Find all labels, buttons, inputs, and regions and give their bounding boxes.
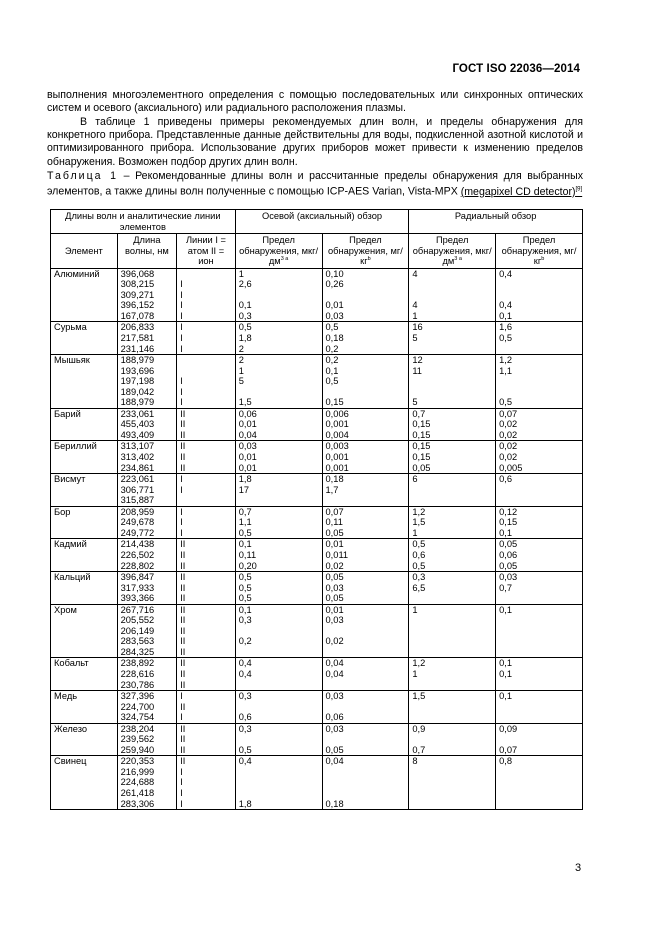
table-row [51,441,583,474]
cell-rs: 0,12 0,15 0,1 [496,506,583,539]
cell-as: 0,03 0,05 [322,723,409,756]
cell-element: Железо [51,723,118,756]
col-lines: Линии I = атом II = ион [177,234,236,269]
cell-rs: 0,4 0,4 0,1 [496,268,583,322]
cell-ln: I I I [177,355,236,409]
cell-element: Бериллий [51,441,118,474]
cell-rs: 0,6 [496,474,583,507]
cell-rs: 0,1 0,1 [496,658,583,691]
cell-ln: II II II [177,658,236,691]
cell-wl: 313,107 313,402 234,861 [117,441,177,474]
cell-rs: 0,07 0,02 0,02 [496,408,583,441]
cell-rw: 0,5 0,6 0,5 [409,539,496,572]
cell-rs: 0,1 [496,691,583,724]
cell-rw: 1,5 [409,691,496,724]
cell-as: 0,18 1,7 [322,474,409,507]
cell-as: 0,03 0,06 [322,691,409,724]
cell-ln: II II II II II [177,604,236,658]
cell-aw: 0,1 0,3 0,2 [235,604,322,658]
cell-rs: 0,05 0,06 0,05 [496,539,583,572]
cell-ln: I I I [177,322,236,355]
cell-rw: 1 [409,604,496,658]
header-radial: Радиальный обзор [409,210,583,234]
cell-wl: 206,833 217,581 231,146 [117,322,177,355]
table-caption-label: Таблица 1 [47,170,119,182]
cell-wl: 214,438 226,502 228,802 [117,539,177,572]
cell-rs: 1,2 1,1 0,5 [496,355,583,409]
cell-aw: 0,5 0,5 0,5 [235,572,322,605]
col-axial-water: Предел обнаружения, мкг/ $дм^{3 a}$ [235,234,322,269]
paragraph-intro: выполнения многоэлементного определения с помощью последовательных или синхронных оптических систем и осевого (аксиального) или радиального расположения плазмы. [47,89,583,115]
document-header: ГОСТ ISO 22036—2014 [452,63,580,75]
table-row [51,691,583,724]
paragraph-table-intro: В таблице 1 приведены примеры рекомендуемых длин волн, и пределы обнаружения для конкретного прибора. Представленные данные действительны для воды, подкисленной азотной кислотой и оптимизированного прибора. Использование других приборов может привести к изменению пределов обнаружения. Возможен подбор других длин волн. [47,116,583,168]
cell-rw: 1,2 1,5 1 [409,506,496,539]
cell-aw: 0,5 1,8 2 [235,322,322,355]
cell-rw: 0,7 0,15 0,15 [409,408,496,441]
cell-as: 0,05 0,03 0,05 [322,572,409,605]
col-wavelength: Длина волны, нм [117,234,177,269]
table-caption-tail: (megapixel CD detector)[9] [460,185,583,198]
cell-ln: I I I I [177,268,236,322]
cell-wl: 188,979 193,696 197,198 189,042 188,979 [117,355,177,409]
cell-rw: 16 5 [409,322,496,355]
col-radial-soil: Предел обнаружения, $мг/кг^b$ [496,234,583,269]
cell-element: Кадмий [51,539,118,572]
cell-ln: II II II [177,441,236,474]
page-number: 3 [575,862,582,874]
cell-aw: 0,03 0,01 0,01 [235,441,322,474]
table-row [51,322,583,355]
cell-rw: 4 4 1 [409,268,496,322]
cell-element: Алюминий [51,268,118,322]
cell-element: Кальций [51,572,118,605]
cell-aw: 0,7 1,1 0,5 [235,506,322,539]
cell-element: Свинец [51,756,118,810]
cell-element: Бор [51,506,118,539]
cell-ln: II II II [177,408,236,441]
cell-aw: 0,1 0,11 0,20 [235,539,322,572]
cell-aw: 0,4 0,4 [235,658,322,691]
cell-rs: 1,6 0,5 [496,322,583,355]
cell-rs: 0,09 0,07 [496,723,583,756]
cell-as: 0,01 0,011 0,02 [322,539,409,572]
cell-aw: 0,06 0,01 0,04 [235,408,322,441]
header-wavelengths: Длины волн и аналитические линии элементов [51,210,236,234]
cell-element: Кобальт [51,658,118,691]
cell-ln: II I I I I [177,756,236,810]
col-element: Элемент [51,234,118,269]
cell-rs: 0,03 0,7 [496,572,583,605]
cell-wl: 396,847 317,933 393,366 [117,572,177,605]
col-radial-water: Предел обнаружения, мкг/ $дм^{3 a}$ [409,234,496,269]
cell-as: 0,04 0,18 [322,756,409,810]
cell-rs: 0,02 0,02 0,005 [496,441,583,474]
cell-ln: I I I [177,506,236,539]
cell-wl: 220,353 216,999 224,688 261,418 283,306 [117,756,177,810]
cell-ln: II II II [177,539,236,572]
table-row [51,506,583,539]
cell-as: 0,006 0,001 0,004 [322,408,409,441]
cell-as: 0,003 0,001 0,001 [322,441,409,474]
cell-wl: 238,204 239,562 259,940 [117,723,177,756]
cell-ln: II II II [177,572,236,605]
cell-as: 0,07 0,11 0,05 [322,506,409,539]
table-caption-text: – Рекомендованные длины волн и рассчитанные пределы обнаружения для выбранных элементов, а также длины волн полученные с помощью ICP-AES Varian, Vista-MPX [47,170,583,198]
cell-wl: 396,068 308,215 309,271 396,152 167,078 [117,268,177,322]
table-row [51,723,583,756]
cell-wl: 267,716 205,552 206,149 283,563 284,325 [117,604,177,658]
cell-wl: 327,396 224,700 324,754 [117,691,177,724]
cell-rw: 12 11 5 [409,355,496,409]
table-caption [47,170,583,199]
cell-ln: I II I [177,691,236,724]
cell-element: Хром [51,604,118,658]
cell-as: 0,2 0,1 0,5 0,15 [322,355,409,409]
cell-wl: 233,061 455,403 493,409 [117,408,177,441]
cell-as: 0,01 0,03 0,02 [322,604,409,658]
cell-element: Висмут [51,474,118,507]
cell-rw: 0,15 0,15 0,05 [409,441,496,474]
cell-as: 0,04 0,04 [322,658,409,691]
cell-aw: 1,8 17 [235,474,322,507]
cell-ln: I I [177,474,236,507]
cell-wl: 223,061 306,771 315,887 [117,474,177,507]
table-row [51,572,583,605]
table-row [51,658,583,691]
table-row [51,474,583,507]
cell-rw: 1,2 1 [409,658,496,691]
cell-aw: 0,4 1,8 [235,756,322,810]
table-row [51,604,583,658]
cell-ln: II II II [177,723,236,756]
cell-element: Мышьяк [51,355,118,409]
detection-limits-table [50,209,583,810]
cell-rs: 0,1 [496,604,583,658]
cell-aw: 2 1 5 1,5 [235,355,322,409]
cell-rw: 8 [409,756,496,810]
cell-rs: 0,8 [496,756,583,810]
cell-element: Барий [51,408,118,441]
header-axial: Осевой (аксиальный) обзор [235,210,409,234]
cell-aw: 0,3 0,5 [235,723,322,756]
cell-as: 0,10 0,26 0,01 0,03 [322,268,409,322]
table-row [51,539,583,572]
col-axial-soil: Предел обнаружения, $мг/кг^b$ [322,234,409,269]
cell-rw: 0,9 0,7 [409,723,496,756]
table-row [51,355,583,409]
cell-wl: 238,892 228,616 230,786 [117,658,177,691]
cell-element: Сурьма [51,322,118,355]
table-row [51,756,583,810]
table-row [51,408,583,441]
cell-aw: 0,3 0,6 [235,691,322,724]
table-row [51,268,583,322]
cell-wl: 208,959 249,678 249,772 [117,506,177,539]
cell-rw: 6 [409,474,496,507]
cell-as: 0,5 0,18 0,2 [322,322,409,355]
cell-aw: 1 2,6 0,1 0,3 [235,268,322,322]
cell-rw: 0,3 6,5 [409,572,496,605]
cell-element: Медь [51,691,118,724]
